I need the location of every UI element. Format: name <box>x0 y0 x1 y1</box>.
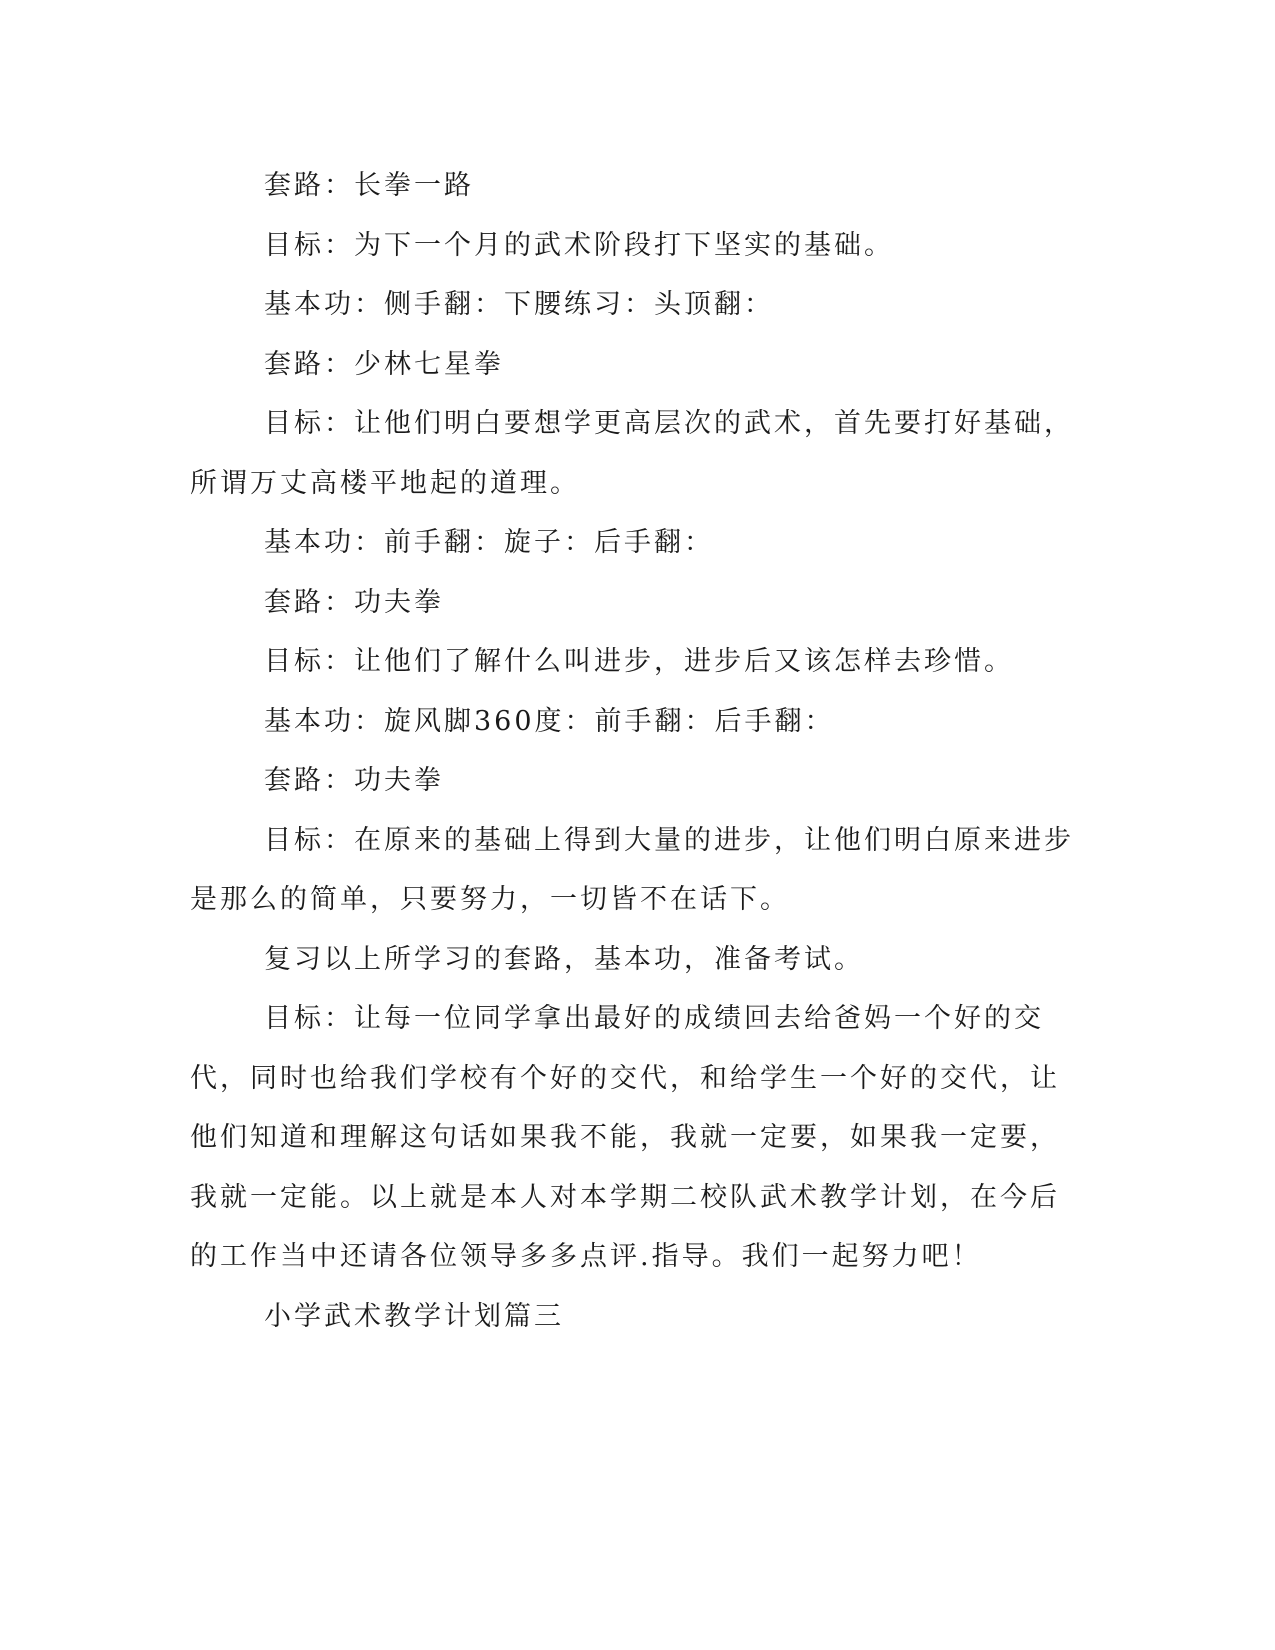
section-heading: 小学武术教学计划篇三 <box>264 1300 564 1332</box>
paragraph-basics-2: 基本功：前手翻：旋子：后手翻： <box>264 527 714 558</box>
paragraph-routine-3: 套路：功夫拳 <box>264 586 444 618</box>
paragraph-goal-4: 目标：在原来的基础上得到大量的进步，让他们明白原来进步是那么的简单，只要努力，一切皆不在话下。 <box>190 824 1074 915</box>
paragraph-goal-1: 目标：为下一个月的武术阶段打下坚实的基础。 <box>264 229 894 261</box>
document-body <box>190 156 1075 1346</box>
paragraph-review: 复习以上所学习的套路，基本功，准备考试。 <box>264 943 864 975</box>
paragraph-goal-3: 目标：让他们了解什么叫进步，进步后又该怎样去珍惜。 <box>264 646 1014 677</box>
paragraph-goal-2: 目标：让他们明白要想学更高层次的武术，首先要打好基础，所谓万丈高楼平地起的道理。 <box>190 408 1074 499</box>
paragraph-routine-2: 套路：少林七星拳 <box>264 348 504 380</box>
paragraph-routine-4: 套路：功夫拳 <box>264 765 444 796</box>
paragraph-basics-3: 基本功：旋风脚360度：前手翻：后手翻： <box>264 705 835 737</box>
paragraph-goal-final: 目标：让每一位同学拿出最好的成绩回去给爸妈一个好的交代，同时也给我们学校有个好的交代，和给学生一个好的交代，让他们知道和理解这句话如果我不能，我就一定要，如果我一定要，我就一定能。以上就是本人对本学期二校队武术教学计划，在今后的工作当中还请各位领导多多点评.指导。我们一起努力吧！ <box>190 1003 1060 1272</box>
paragraph-routine-1: 套路：长拳一路 <box>264 170 474 201</box>
paragraph-basics-1: 基本功：侧手翻：下腰练习：头顶翻： <box>264 289 774 320</box>
